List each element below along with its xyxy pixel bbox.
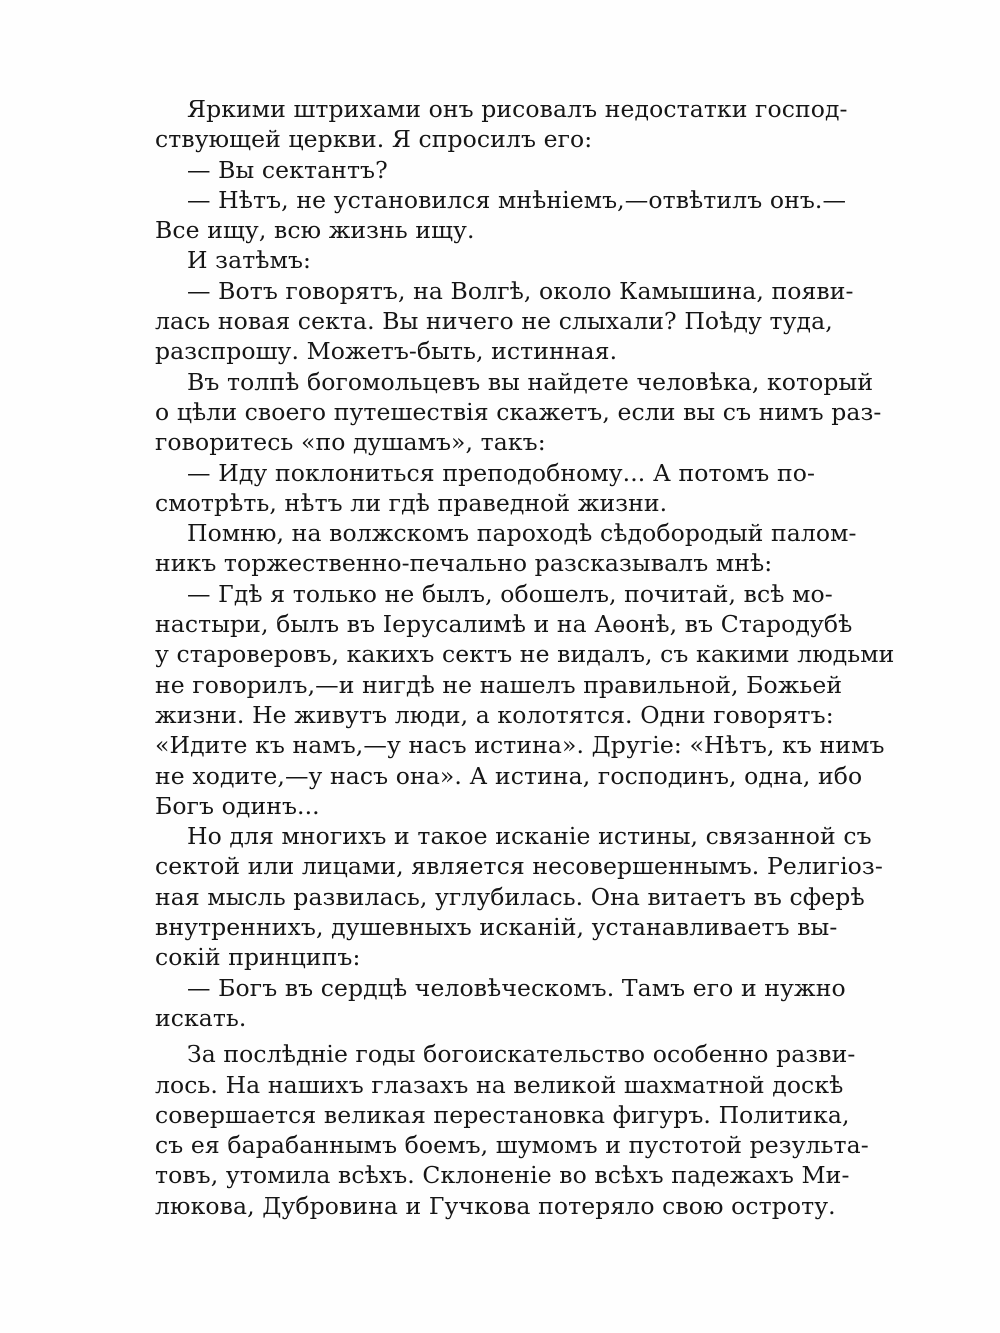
- text-line: искать.: [155, 1003, 247, 1032]
- text-line: Но для многихъ и такое исканіе истины, связанной съ: [187, 822, 872, 851]
- text-line: смотрѣть, нѣтъ ли гдѣ праведной жизни.: [155, 488, 668, 517]
- text-line: о цѣли своего путешествія скажетъ, если вы съ нимъ раз-: [155, 397, 882, 426]
- text-line: у староверовъ, какихъ сектъ не видалъ, съ какими людьми: [155, 640, 895, 669]
- text-line: разспрошу. Можетъ-быть, истинная.: [155, 337, 618, 366]
- text-line: говоритесь «по душамъ», такъ:: [155, 428, 546, 457]
- text-line: — Вотъ говорятъ, на Волгѣ, около Камышина, появи-: [187, 276, 854, 305]
- text-line: Яркими штрихами онъ рисовалъ недостатки господ-: [187, 95, 848, 123]
- text-line: — Вы сектантъ?: [187, 155, 388, 184]
- text-line: Въ толпѣ богомольцевъ вы найдете человѣка, который: [187, 367, 874, 396]
- text-line: съ ея барабаннымъ боемъ, шумомъ и пустотой результа-: [155, 1131, 869, 1160]
- text-line: товъ, утомила всѣхъ. Склоненіе во всѣхъ падежахъ Ми-: [155, 1161, 850, 1190]
- text-line: ствующей церкви. Я спросилъ его:: [155, 125, 593, 154]
- text-line: За послѣдніе годы богоискательство особенно разви-: [187, 1040, 856, 1069]
- text-line: — Иду поклониться преподобному... А потомъ по-: [187, 458, 815, 487]
- text-line: совершается великая перестановка фигуръ. Политика,: [155, 1100, 850, 1129]
- text-line: настыри, былъ въ Іерусалимѣ и на Аѳонѣ, въ Стародубѣ: [155, 610, 853, 639]
- text-line: Помню, на волжскомъ пароходѣ сѣдобородый палом-: [187, 519, 857, 548]
- text-line: Богъ одинъ...: [155, 791, 320, 820]
- text-line: «Идите къ намъ,—у насъ истина». Другіе: «Нѣтъ, къ нимъ: [155, 731, 885, 760]
- text-line: Все ищу, всю жизнь ищу.: [155, 216, 475, 245]
- text-line: жизни. Не живутъ люди, а колотятся. Одни говорятъ:: [155, 700, 834, 729]
- text-line: — Богъ въ сердцѣ человѣческомъ. Тамъ его и нужно: [187, 973, 846, 1002]
- text-line: И затѣмъ:: [187, 246, 312, 275]
- text-line: внутреннихъ, душевныхъ исканій, устанавливаетъ вы-: [155, 913, 838, 942]
- text-line: не ходите,—у насъ она». А истина, господинъ, одна, ибо: [155, 761, 863, 790]
- text-line: люкова, Дубровина и Гучкова потеряло свою остроту.: [155, 1191, 836, 1220]
- text-line: сокій принципъ:: [155, 943, 361, 972]
- text-line: не говорилъ,—и нигдѣ не нашелъ правильной, Божьей: [155, 670, 843, 699]
- text-line: сектой или лицами, является несовершеннымъ. Религіоз-: [155, 852, 883, 881]
- page-body-text: [155, 94, 895, 1221]
- text-line: никъ торжественно-печально разсказывалъ мнѣ:: [155, 549, 773, 578]
- text-line: лась новая секта. Вы ничего не слыхали? Поѣду туда,: [155, 307, 833, 336]
- text-line: — Нѣтъ, не установился мнѣніемъ,—отвѣтилъ онъ.—: [187, 185, 847, 214]
- text-line: ная мысль развилась, углубилась. Она витаетъ въ сферѣ: [155, 882, 865, 911]
- text-line: лось. На нашихъ глазахъ на великой шахматной доскѣ: [155, 1070, 844, 1099]
- text-line: — Гдѣ я только не былъ, обошелъ, почитай, всѣ мо-: [187, 579, 833, 608]
